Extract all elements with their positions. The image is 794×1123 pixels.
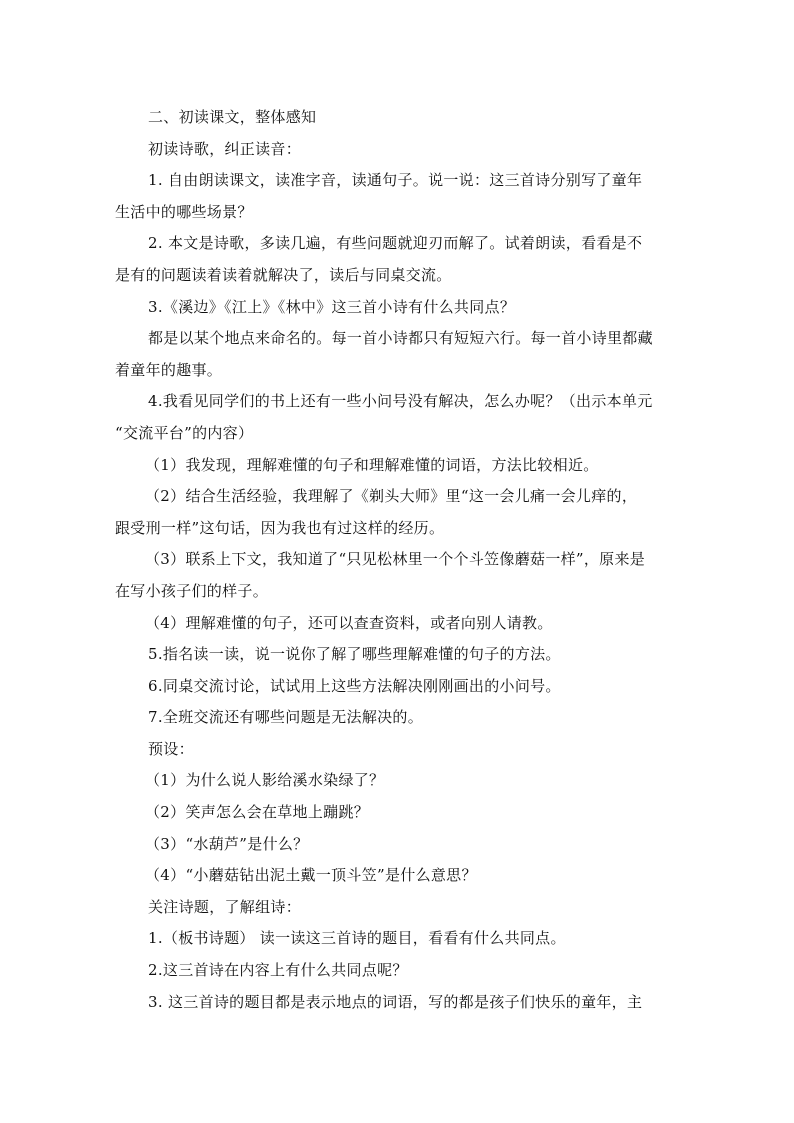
section-heading: 二、初读课文，整体感知 <box>148 108 317 126</box>
step-2-line-1: 2. 本文是诗歌，多读几遍，有些问题就迎刃而解了。试着朗读，看看是不 <box>148 234 643 253</box>
method-3-line-2: 在写小孩子们的样子。 <box>115 581 269 600</box>
preset-question-2: （2）笑声怎么会在草地上蹦跳？ <box>145 803 370 822</box>
subheading-reading: 初读诗歌，纠正读音： <box>148 139 302 158</box>
method-2-line-2: 跟受刑一样”这句话，因为我也有过这样的经历。 <box>115 518 445 537</box>
method-2-line-1: （2）结合生活经验，我理解了《剃头大师》里“这一会儿痛一会儿痒的， <box>145 487 638 506</box>
step-1-line-1: 1. 自由朗读课文，读准字音，读通句子。说一说：这三首诗分别写了童年 <box>148 171 643 190</box>
preset-label: 预设： <box>148 739 194 758</box>
step-7: 7.全班交流还有哪些问题是无法解决的。 <box>148 708 424 727</box>
title-step-1: 1.（板书诗题） 读一读这三首诗的题目，看看有什么共同点。 <box>148 929 566 948</box>
step-3-answer-line-1: 都是以某个地点来命名的。每一首小诗都只有短短六行。每一首小诗里都藏 <box>148 329 653 348</box>
method-1: （1）我发现，理解难懂的句子和理解难懂的词语，方法比较相近。 <box>145 455 599 474</box>
preset-question-3: （3）“水葫芦”是什么？ <box>145 834 309 853</box>
preset-question-4: （4）“小蘑菇钻出泥土戴一顶斗笠”是什么意思？ <box>145 866 477 885</box>
method-3-line-1: （3）联系上下文，我知道了“只见松林里一个个斗笠像蘑菇一样”，原来是 <box>145 550 646 569</box>
subheading-titles: 关注诗题，了解组诗： <box>148 897 302 916</box>
method-4: （4）理解难懂的句子，还可以查查资料，或者向别人请教。 <box>145 613 553 632</box>
step-6: 6.同桌交流讨论，试试用上这些方法解决刚刚画出的小问号。 <box>148 676 561 695</box>
preset-question-1: （1）为什么说人影给溪水染绿了？ <box>145 771 385 790</box>
step-4-line-2: “交流平台”的内容） <box>115 423 254 442</box>
step-3-answer-line-2: 着童年的趣事。 <box>115 360 223 379</box>
step-4-line-1: 4.我看见同学们的书上还有一些小问号没有解决，怎么办呢？（出示本单元 <box>148 392 653 411</box>
document-body <box>115 102 677 1018</box>
title-step-2: 2.这三首诗在内容上有什么共同点呢？ <box>148 961 408 980</box>
step-1-line-2: 生活中的哪些场景？ <box>115 202 253 221</box>
step-2-line-2: 是有的问题读着读着就解决了，读后与同桌交流。 <box>115 265 452 284</box>
step-3-question: 3.《溪边》《江上》《林中》这三首小诗有什么共同点？ <box>148 297 516 316</box>
step-5: 5.指名读一读，说一说你了解了哪些理解难懂的句子的方法。 <box>148 645 561 664</box>
title-step-3: 3. 这三首诗的题目都是表示地点的词语，写的都是孩子们快乐的童年，主 <box>148 992 643 1011</box>
